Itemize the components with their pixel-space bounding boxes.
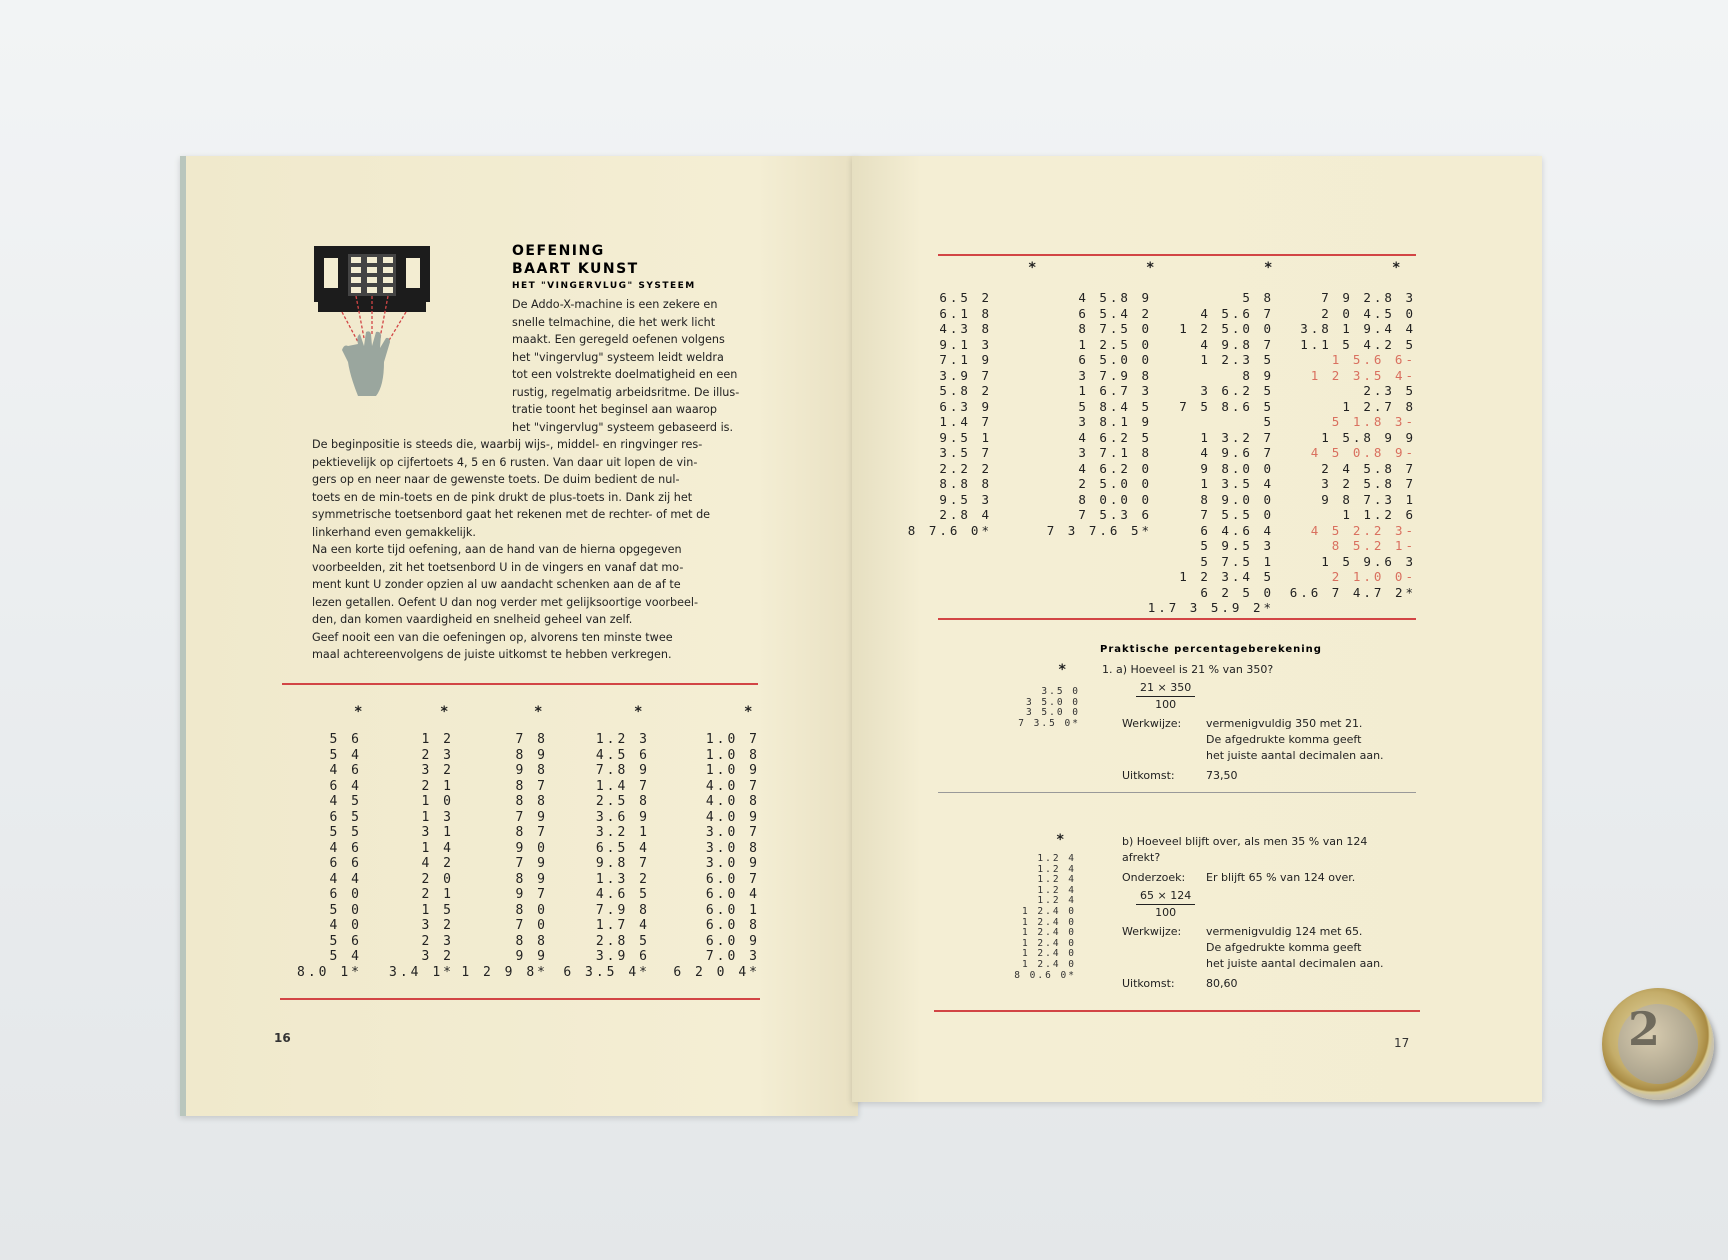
q2-method (1206, 924, 1384, 972)
column-value: 5 8 (1242, 290, 1274, 305)
column-value: 2 4 5.8 7 (1321, 460, 1416, 476)
column-value: 3 6.2 5 (1200, 383, 1274, 398)
column-value: 6.0 4 (705, 887, 760, 902)
red-rule-top (282, 683, 758, 685)
column-value: 5 5 (329, 825, 362, 840)
column-value: 1 2 3.4 5 (1179, 569, 1274, 584)
body-text (312, 436, 758, 664)
column-value: 9 8 7.3 1 (1321, 491, 1416, 507)
column-star: * (1392, 260, 1401, 276)
column-value: 6.3 9 (939, 398, 992, 414)
column-value: 6 0 (329, 887, 362, 902)
column-total: 6 2 0 4* (673, 964, 760, 980)
column-value: 2 0 4.5 0 (1321, 305, 1416, 321)
method-line: het juiste aantal decimalen aan. (1206, 957, 1384, 970)
number-column (876, 290, 992, 538)
column-value: 4 6 (329, 840, 362, 856)
column-value: 6 4.6 4 (1200, 522, 1274, 538)
body-line: De beginpositie is steeds die, waarbij wijs-, middel- en ringvinger res- (312, 438, 703, 451)
intro-line: maakt. Een geregeld oefenen volgens (512, 333, 725, 346)
page-number-left: 16 (274, 1031, 291, 1045)
column-value: 8 8 (515, 794, 548, 809)
tape-line: 3 5.0 0 (1025, 707, 1080, 719)
column-value: 4.0 8 (705, 794, 760, 809)
question-line: b) Hoeveel blijft over, als men 35 % van 124 (1122, 835, 1368, 848)
keyboard-hand-illustration (314, 246, 432, 406)
column-value: 6.5 4 (595, 840, 650, 856)
tape-line: 1 2.4 0 (1021, 916, 1076, 928)
q1-result: 73,50 (1206, 769, 1238, 782)
body-line: linkerhand even gemakkelijk. (312, 525, 476, 539)
column-value: 3.6 9 (595, 809, 650, 825)
number-column (660, 732, 760, 980)
column-value: 9 9 (515, 949, 548, 964)
column-value: 9 8 (515, 763, 548, 778)
intro-line: het "vingervlug" systeem gebaseerd is. (512, 420, 734, 434)
column-value: 3.9 7 (939, 367, 992, 383)
column-value: 9.5 3 (939, 491, 992, 507)
column-value: 8 7 (515, 825, 548, 840)
column-value: 1 3.2 7 (1200, 429, 1274, 445)
column-value: 8 0 (515, 902, 548, 918)
column-value: 6.0 7 (705, 871, 760, 887)
column-value: 1 5 9.6 3 (1321, 553, 1416, 569)
q1-result-label: Uitkomst: (1122, 769, 1175, 782)
column-value: 5 6 (329, 933, 362, 949)
page-number-right: 17 (1394, 1036, 1410, 1050)
column-value: 8 8 (515, 933, 548, 949)
column-value: 1.0 8 (705, 747, 760, 763)
column-value: 4 5 2.2 3- (1310, 522, 1416, 538)
column-value: 4 2 (421, 856, 454, 871)
column-value: 7 5 8.6 5 (1179, 398, 1274, 414)
q2-tape (1002, 854, 1076, 981)
left-page (180, 156, 858, 1116)
column-value: 1 5.8 9 9 (1321, 429, 1416, 445)
method-line: vermenigvuldig 350 met 21. (1206, 717, 1363, 730)
column-value: 3 2 5.8 7 (1321, 476, 1416, 491)
column-total: 6 3.5 4* (563, 964, 650, 980)
column-value: 8 9 (1242, 367, 1274, 383)
column-value: 1.1 5 4.2 5 (1300, 336, 1416, 352)
column-value: 6 2 5 0 (1200, 584, 1274, 600)
column-value: 8.8 8 (939, 476, 992, 491)
column-value: 6.0 1 (705, 902, 760, 918)
q2-method-label: Werkwijze: (1122, 925, 1182, 938)
column-value: 4 5.8 9 (1078, 290, 1152, 305)
column-star: * (1028, 260, 1037, 276)
column-value: 5 9.5 3 (1200, 538, 1274, 553)
intro-text (512, 296, 758, 436)
column-value: 1.4 7 (939, 414, 992, 429)
tape-line: 1 2.4 0 (1021, 905, 1076, 917)
column-value: 3.0 9 (705, 856, 760, 871)
column-value: 1 2.7 8 (1342, 398, 1416, 414)
column-total: 8 7.6 0* (907, 522, 992, 538)
column-value: 4.3 8 (939, 321, 992, 336)
column-value: 8 5.2 1- (1331, 538, 1416, 553)
q2-result-label: Uitkomst: (1122, 977, 1175, 990)
column-value: 8 9 (515, 747, 548, 763)
column-value: 3 1 (421, 825, 454, 840)
column-value: 5 4 (329, 747, 362, 763)
q1-fraction-num: 21 × 350 (1136, 680, 1195, 697)
column-value: 7.0 3 (705, 949, 760, 964)
number-column (266, 732, 362, 980)
q1-fraction-den: 100 (1155, 698, 1177, 711)
tape-line: 7 3.5 0* (1018, 717, 1080, 729)
column-value: 3.8 1 9.4 4 (1300, 321, 1416, 336)
column-value: 6 5.0 0 (1078, 352, 1152, 367)
q1-question: 1. a) Hoeveel is 21 % van 350? (1102, 663, 1274, 676)
column-value: 6.1 8 (939, 305, 992, 321)
column-value: 7 9 2.8 3 (1321, 290, 1416, 305)
intro-line: tot een volstrekte doelmatigheid en een (512, 368, 738, 381)
column-value: 1 2 5.0 0 (1179, 321, 1274, 336)
column-value: 2.5 8 (595, 794, 650, 809)
body-line: ment kunt U zonder opzien al uw aandacht schenken aan de af te (312, 578, 681, 591)
q2-research-label: Onderzoek: (1122, 871, 1186, 884)
column-value: 3.5 7 (939, 445, 992, 460)
number-column (542, 732, 650, 980)
q2-fraction (1136, 888, 1195, 921)
column-star: * (744, 704, 753, 720)
column-value: 4 5 0.8 9- (1310, 445, 1416, 460)
q2-fraction-num: 65 × 124 (1136, 888, 1195, 905)
column-value: 4 5.6 7 (1200, 305, 1274, 321)
column-value: 4 4 (329, 871, 362, 887)
column-value: 6 5 (329, 809, 362, 825)
body-line: voorbeelden, zit het toetsenbord U in de vingers en vanaf dat mo- (312, 560, 684, 574)
column-value: 7 5.3 6 (1078, 507, 1152, 522)
column-total: 1 2 9 8* (461, 964, 548, 980)
column-value: 3.0 8 (705, 840, 760, 856)
column-value: 4.6 5 (595, 887, 650, 902)
coin-numeral: 2 (1628, 1002, 1661, 1056)
column-value: 1 0 (421, 794, 454, 809)
tape-line: 8 0.6 0* (1014, 969, 1076, 981)
column-value: 7.9 8 (595, 902, 650, 918)
column-value: 5 0 (329, 902, 362, 918)
column-value: 8 9.0 0 (1200, 491, 1274, 507)
column-star: * (1264, 260, 1273, 276)
column-value: 9 8.0 0 (1200, 460, 1274, 476)
column-star: * (534, 704, 543, 720)
column-value: 5 8.4 5 (1078, 398, 1152, 414)
column-value: 9.1 3 (939, 336, 992, 352)
column-value: 6.0 9 (705, 933, 760, 949)
column-value: 1 3.5 4 (1200, 476, 1274, 491)
red-rule-bottom (934, 1010, 1420, 1012)
tape-line: 1.2 4 (1037, 853, 1076, 864)
column-value: 2.8 5 (595, 933, 650, 949)
column-value: 1.0 7 (705, 732, 760, 747)
red-rule-middle (938, 618, 1416, 620)
method-line: De afgedrukte komma geeft (1206, 941, 1362, 954)
red-rule-top (938, 254, 1416, 256)
column-value: 7 5.5 0 (1200, 507, 1274, 522)
column-value: 6 5.4 2 (1078, 305, 1152, 321)
column-value: 5 4 (329, 949, 362, 964)
column-value: 2 3 (421, 747, 454, 763)
column-value: 4 9.8 7 (1200, 336, 1274, 352)
number-column (1232, 290, 1416, 600)
column-value: 7 8 (515, 732, 548, 747)
column-value: 1 2.3 5 (1200, 352, 1274, 367)
column-value: 5.8 2 (939, 383, 992, 398)
column-total: 6.6 7 4.7 2* (1289, 584, 1416, 600)
divider (938, 792, 1416, 793)
column-value: 3 7.1 8 (1078, 445, 1152, 460)
column-value: 3.9 6 (595, 949, 650, 964)
column-value: 4 0 (329, 918, 362, 933)
column-total: 7 3 7.6 5* (1046, 522, 1152, 538)
column-value: 4 6 (329, 763, 362, 778)
q1-method (1206, 716, 1384, 764)
column-value: 1 2.5 0 (1078, 336, 1152, 352)
column-value: 7 9 (515, 856, 548, 871)
column-value: 3 8.1 9 (1078, 414, 1152, 429)
column-value: 9 7 (515, 887, 548, 902)
column-value: 6 4 (329, 778, 362, 794)
body-line: den, dan komen vaardigheid en snelheid geheel van zelf. (312, 613, 633, 626)
number-column (444, 732, 548, 980)
euro-coin (1602, 988, 1714, 1100)
question-line: afrekt? (1122, 851, 1161, 864)
column-value: 4 6.2 5 (1078, 429, 1152, 445)
column-value: 1 6.7 3 (1078, 383, 1152, 398)
column-value: 5 7.5 1 (1200, 553, 1274, 569)
column-value: 9.8 7 (595, 856, 650, 871)
red-rule-bottom (280, 998, 760, 1000)
tape-line: 1 2.4 0 (1021, 958, 1076, 970)
column-value: 3 2 (421, 949, 454, 964)
method-line: De afgedrukte komma geeft (1206, 733, 1362, 746)
column-value: 4.0 7 (705, 778, 760, 794)
intro-line: snelle telmachine, die het werk licht (512, 315, 716, 329)
column-value: 2.2 2 (939, 460, 992, 476)
column-value: 1.3 2 (595, 871, 650, 887)
method-line: het juiste aantal decimalen aan. (1206, 749, 1384, 762)
column-value: 4.5 6 (595, 747, 650, 763)
tape-line: 1.2 4 (1037, 895, 1076, 907)
column-value: 8 7 (515, 778, 548, 794)
q1-tape-star: * (1058, 662, 1067, 678)
column-star: * (354, 704, 363, 720)
tape-line: 1 2.4 0 (1021, 948, 1076, 960)
column-value: 6.0 8 (705, 918, 760, 933)
column-value: 1 5.6 6- (1331, 352, 1416, 367)
column-value: 9.5 1 (939, 429, 992, 445)
column-value: 2 5.0 0 (1078, 476, 1152, 491)
intro-line: rustig, regelmatig arbeidsritme. De illus- (512, 385, 740, 399)
tape-line: 1 2.4 0 (1021, 937, 1076, 949)
q1-method-label: Werkwijze: (1122, 717, 1182, 730)
column-total: 3.4 1* (389, 964, 454, 980)
column-value: 7 9 (515, 809, 548, 825)
q2-tape-star: * (1056, 832, 1065, 848)
column-value: 7 0 (515, 918, 548, 933)
column-value: 8 9 (515, 871, 548, 887)
column-total: 1.7 3 5.9 2* (1147, 600, 1274, 615)
number-column (354, 732, 454, 980)
body-line: Geef nooit een van die oefeningen op, alvorens ten minste twee (312, 630, 673, 644)
column-value: 1 1.2 6 (1342, 507, 1416, 522)
column-value: 2 1 (421, 887, 454, 902)
heading-line-1: OEFENING (512, 243, 605, 259)
column-value: 2.3 5 (1363, 383, 1416, 398)
column-value: 2 1.0 0- (1331, 569, 1416, 584)
column-value: 3 7.9 8 (1078, 367, 1152, 383)
tape-line: 1.2 4 (1037, 884, 1076, 896)
subheading: HET "VINGERVLUG" SYSTEEM (512, 281, 696, 291)
body-line: lezen getallen. Oefent U dan nog verder met gelijksoortige voorbeel- (312, 595, 699, 609)
column-value: 5 6 (329, 732, 362, 747)
column-value: 7.8 9 (595, 763, 650, 778)
q2-question (1122, 834, 1422, 866)
tape-line: 3.5 0 (1041, 686, 1080, 697)
tape-line: 1.2 4 (1037, 874, 1076, 886)
column-value: 4 9.6 7 (1200, 445, 1274, 460)
column-value: 6.5 2 (939, 290, 992, 305)
percent-title: Praktische percentageberekening (1100, 644, 1322, 655)
q2-research: Er blijft 65 % van 124 over. (1206, 871, 1356, 884)
column-value: 6 6 (329, 856, 362, 871)
q2-fraction-den: 100 (1155, 906, 1177, 919)
column-value: 1 5 (421, 902, 454, 918)
column-value: 4 5 (329, 794, 362, 809)
column-value: 1.4 7 (595, 778, 650, 794)
column-value: 3.2 1 (595, 825, 650, 840)
column-value: 1.7 4 (595, 918, 650, 933)
column-value: 8 7.5 0 (1078, 321, 1152, 336)
column-star: * (440, 704, 449, 720)
column-value: 4 6.2 0 (1078, 460, 1152, 476)
body-line: maal achtereenvolgens de juiste uitkomst te hebben verkregen. (312, 648, 672, 661)
body-line: symmetrische toetsenbord gaat het rekenen met de rechter- of met de (312, 508, 711, 521)
column-value: 1 2 3.5 4- (1310, 367, 1416, 383)
column-value: 5 1.8 3- (1331, 414, 1416, 429)
intro-line: tratie toont het beginsel aan waarop (512, 403, 717, 416)
body-line: pektievelijk op cijfertoets 4, 5 en 6 rusten. Van daar uit lopen de vin- (312, 455, 698, 469)
heading-line-2: BAART KUNST (512, 261, 639, 277)
column-value: 4.0 9 (705, 809, 760, 825)
column-value: 9 0 (515, 840, 548, 856)
intro-line: De Addo-X-machine is een zekere en (512, 298, 718, 311)
column-value: 2 1 (421, 778, 454, 794)
body-line: gers op en neer naar de gewenste toets. De duim bedient de nul- (312, 473, 680, 486)
method-line: vermenigvuldig 124 met 65. (1206, 925, 1363, 938)
column-star: * (634, 704, 643, 720)
body-line: Na een korte tijd oefening, aan de hand van de hierna opgegeven (312, 543, 682, 556)
column-value: 1.0 9 (705, 763, 760, 778)
q2-result: 80,60 (1206, 977, 1238, 990)
column-total: 8.0 1* (297, 964, 362, 980)
tape-line: 1 2.4 0 (1021, 927, 1076, 939)
tape-line: 3 5.0 0 (1025, 696, 1080, 708)
body-line: toets en de min-toets en de pink drukt de plus-toets in. Dank zij het (312, 490, 693, 504)
column-value: 2 0 (421, 871, 454, 887)
column-value: 1 4 (421, 840, 454, 856)
column-value: 2.8 4 (939, 507, 992, 522)
right-page (852, 156, 1542, 1102)
column-value: 1 2 (421, 732, 454, 747)
q1-fraction (1136, 680, 1195, 713)
column-value: 1.2 3 (595, 732, 650, 747)
column-value: 8 0.0 0 (1078, 491, 1152, 507)
column-value: 2 3 (421, 933, 454, 949)
column-value: 3.0 7 (705, 825, 760, 840)
column-value: 3 2 (421, 763, 454, 778)
column-value: 1 3 (421, 809, 454, 825)
column-value: 3 2 (421, 918, 454, 933)
column-value: 5 (1263, 414, 1274, 429)
tape-line: 1.2 4 (1037, 863, 1076, 875)
column-value: 7.1 9 (939, 352, 992, 367)
intro-line: het "vingervlug" systeem leidt weldra (512, 350, 724, 364)
q1-tape (1012, 687, 1080, 729)
column-star: * (1146, 260, 1155, 276)
